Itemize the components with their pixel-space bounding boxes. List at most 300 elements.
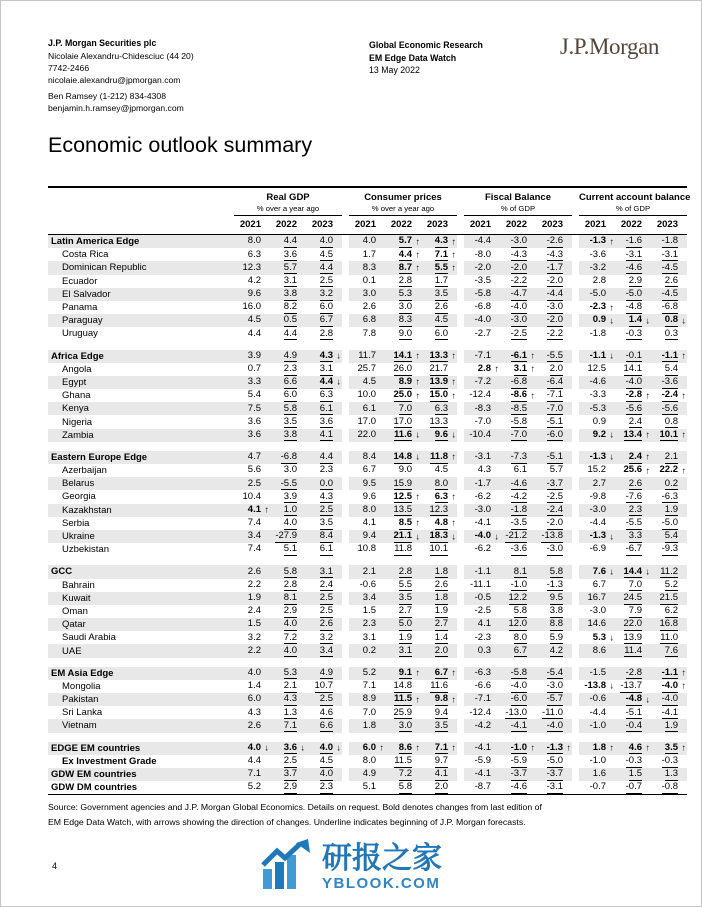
data-cell: 13.3 ↑: [429, 349, 456, 361]
data-cell: -7.0: [546, 402, 563, 414]
up-arrow-icon: ↑: [681, 742, 686, 753]
data-cell: 2.6: [247, 565, 261, 577]
data-cell: 7.2: [283, 631, 297, 643]
data-cell: -4.1: [474, 517, 491, 529]
down-arrow-icon: ↓: [609, 350, 614, 361]
data-cell: 7.0: [398, 402, 412, 414]
data-cell: -4.2: [510, 490, 527, 502]
data-cell: 5.4: [664, 530, 678, 542]
col-group-fiscal-balance: [464, 188, 572, 234]
footnote-line: EM Edge Data Watch, with arrows showing the direction of changes. Underline indicates beginning of J.P. Morgan forecasts.: [48, 817, 526, 827]
data-cell: -1.0: [589, 755, 606, 767]
data-cell: 9.2 ↓: [592, 428, 614, 440]
table-row: [48, 490, 687, 503]
economic-outlook-table: [48, 186, 691, 795]
data-cell: 0.7: [247, 363, 261, 375]
data-cell: 3.9: [283, 490, 297, 502]
data-cell: -3.0: [510, 314, 527, 326]
data-cell: 5.8: [549, 565, 563, 577]
data-cell: 7.1 ↑: [434, 741, 456, 753]
data-cell: -0.3: [625, 327, 642, 339]
data-cell: 8.6: [592, 644, 606, 656]
up-arrow-icon: ↑: [451, 694, 456, 705]
data-cell: 0.1: [362, 274, 376, 286]
data-cell: 4.3 ↓: [319, 349, 341, 361]
data-cell: 25.6 ↑: [623, 464, 650, 476]
table-header: [48, 186, 691, 235]
data-cell: 2.9: [283, 781, 297, 793]
data-cell: 5.7: [283, 261, 297, 273]
data-cell: 5.4: [247, 389, 261, 401]
data-cell: 6.7: [362, 464, 376, 476]
year-header: 2022: [505, 219, 527, 230]
data-cell: 1.9: [247, 592, 261, 604]
data-cell: -4.4: [589, 706, 606, 718]
group-subtitle: % of GDP: [579, 204, 687, 216]
data-cell: -7.1: [546, 389, 563, 401]
data-cell: 4.0: [319, 768, 333, 780]
data-cell: 4.1 ↑: [247, 503, 269, 515]
data-cell: 11.0: [660, 631, 678, 643]
table-row: [48, 719, 687, 732]
data-cell: -5.6: [661, 402, 678, 414]
data-cell: 7.1: [247, 768, 261, 780]
row-label: Oman: [62, 605, 88, 617]
data-cell: 8.0: [362, 503, 376, 515]
year-header: 2022: [275, 219, 297, 230]
data-cell: 2.2: [247, 578, 261, 590]
down-arrow-icon: ↓: [609, 531, 614, 542]
down-arrow-icon: ↓: [681, 315, 686, 326]
col-group-consumer-prices: [349, 188, 457, 234]
up-arrow-icon: ↑: [681, 390, 686, 401]
row-label: Dominican Republic: [62, 262, 147, 274]
data-cell: 6.3: [434, 402, 448, 414]
row-label: Uruguay: [62, 328, 98, 340]
data-cell: 7.8: [362, 327, 376, 339]
data-cell: 3.5: [434, 288, 448, 300]
data-cell: 11.2: [660, 565, 678, 577]
data-cell: 4.3 ↑: [434, 235, 456, 247]
data-cell: 1.4 ↓: [628, 314, 650, 326]
data-cell: -6.3: [661, 490, 678, 502]
data-cell: -8.7: [474, 781, 491, 793]
table-row: [48, 543, 687, 556]
group-subtitle: % over a year ago: [349, 204, 457, 216]
data-cell: 2.1: [664, 451, 678, 463]
data-cell: 4.4 ↑: [398, 248, 420, 260]
data-cell: -5.6: [625, 402, 642, 414]
data-cell: -3.6: [661, 376, 678, 388]
year-header: 2023: [656, 219, 678, 230]
data-cell: 6.7: [319, 314, 333, 326]
table-row: [48, 667, 687, 680]
data-cell: -3.1: [661, 248, 678, 260]
data-cell: 1.8: [434, 592, 448, 604]
data-cell: 9.0: [398, 464, 412, 476]
data-cell: -1.7: [474, 477, 491, 489]
data-cell: -2.2: [546, 327, 563, 339]
data-cell: 1.9: [398, 631, 412, 643]
data-cell: 15.9: [393, 477, 412, 489]
data-cell: 4.9: [283, 349, 297, 361]
data-cell: -1.3 ↑: [589, 235, 614, 247]
data-cell: 7.0: [362, 706, 376, 718]
data-cell: 24.5: [623, 592, 642, 604]
data-cell: -1.1 ↓: [589, 349, 614, 361]
year-header: 2021: [354, 219, 376, 230]
data-cell: 4.1: [477, 618, 491, 630]
data-cell: 7.6 ↓: [592, 565, 614, 577]
data-cell: 4.8 ↑: [434, 517, 456, 529]
data-cell: -2.8: [625, 666, 642, 678]
row-label: Kenya: [62, 403, 89, 415]
section-gap: [48, 341, 687, 350]
year-header: 2022: [390, 219, 412, 230]
data-cell: -3.1: [625, 248, 642, 260]
data-cell: -0.6: [359, 578, 376, 590]
col-group-real-gdp: [234, 188, 342, 234]
analyst-phone: 7742-2466: [48, 63, 90, 73]
up-arrow-icon: ↑: [609, 742, 614, 753]
data-cell: -27.9: [275, 530, 297, 542]
up-arrow-icon: ↑: [566, 742, 571, 753]
up-arrow-icon: ↑: [530, 742, 535, 753]
data-cell: -4.7: [510, 288, 527, 300]
data-cell: 4.5: [319, 248, 333, 260]
data-cell: -6.3: [474, 666, 491, 678]
down-arrow-icon: ↓: [609, 451, 614, 462]
row-label: GDW DM countries: [51, 782, 138, 794]
data-cell: -9.3: [661, 543, 678, 555]
data-cell: -0.7: [625, 781, 642, 793]
data-cell: 12.5: [587, 363, 606, 375]
data-cell: 9.5: [362, 477, 376, 489]
data-cell: 5.9: [549, 631, 563, 643]
data-cell: -2.5: [474, 605, 491, 617]
data-cell: 25.9: [393, 706, 412, 718]
group-title: Consumer prices: [364, 192, 442, 203]
col-group-current-account: [579, 188, 691, 234]
up-arrow-icon: ↑: [415, 249, 420, 260]
data-cell: 5.3 ↓: [592, 631, 614, 643]
page-title: Economic outlook summary: [48, 133, 313, 157]
data-cell: 4.4: [283, 327, 297, 339]
data-cell: 3.4: [319, 644, 333, 656]
table-row: [48, 389, 687, 402]
data-cell: 3.8: [549, 605, 563, 617]
data-cell: 25.0 ↑: [393, 389, 420, 401]
table-row: [48, 261, 687, 274]
data-cell: -6.8: [474, 301, 491, 313]
data-cell: 16.7: [587, 592, 606, 604]
data-cell: 14.1 ↑: [393, 349, 420, 361]
data-cell: -2.0: [474, 261, 491, 273]
data-cell: -4.2: [474, 719, 491, 731]
data-cell: 3.2: [319, 631, 333, 643]
data-cell: 11.4: [624, 644, 642, 656]
data-cell: 6.1: [362, 402, 376, 414]
data-cell: 6.8: [362, 314, 376, 326]
data-cell: 4.4: [319, 261, 333, 273]
data-cell: -6.2: [474, 490, 491, 502]
research-division: Global Economic Research: [369, 40, 483, 50]
data-cell: 8.8: [549, 618, 563, 630]
data-cell: 2.9: [628, 274, 642, 286]
table-row: [48, 631, 687, 644]
data-cell: -1.0: [510, 578, 527, 590]
data-cell: 4.0 ↓: [319, 741, 341, 753]
data-cell: 6.7 ↑: [434, 666, 456, 678]
up-arrow-icon: ↑: [681, 350, 686, 361]
data-cell: 1.5: [362, 605, 376, 617]
row-label: Costa Rica: [62, 249, 109, 261]
data-cell: 5.8: [283, 565, 297, 577]
data-cell: 4.9: [319, 666, 333, 678]
data-cell: 12.3: [429, 503, 448, 515]
data-cell: 3.3: [628, 530, 642, 542]
up-arrow-icon: ↑: [415, 517, 420, 528]
data-cell: 2.7: [434, 618, 448, 630]
data-cell: 4.0: [319, 235, 333, 247]
row-label: Belarus: [62, 478, 95, 490]
data-cell: 15.0 ↑: [429, 389, 456, 401]
data-cell: 5.6: [247, 464, 261, 476]
data-cell: 4.5: [434, 464, 448, 476]
data-cell: 3.1: [283, 274, 297, 286]
data-cell: -12.4: [469, 706, 491, 718]
data-cell: -3.7: [546, 477, 563, 489]
data-cell: 3.0: [398, 301, 412, 313]
data-cell: 16.8: [659, 618, 678, 630]
data-cell: 0.2: [664, 477, 678, 489]
data-cell: -2.8 ↑: [625, 389, 650, 401]
data-cell: 9.5: [549, 592, 563, 604]
data-cell: 1.9: [664, 719, 678, 731]
data-cell: 8.0: [362, 755, 376, 767]
data-cell: 14.8 ↓: [393, 451, 420, 463]
group-title: Real GDP: [266, 192, 310, 203]
data-cell: 11.7: [358, 349, 376, 361]
data-cell: 7.9: [628, 605, 642, 617]
data-cell: -5.0: [589, 288, 606, 300]
data-cell: -1.7: [546, 261, 563, 273]
data-cell: 1.3: [283, 706, 297, 718]
row-label: Africa Edge: [51, 350, 104, 362]
row-label: Zambia: [62, 429, 94, 441]
data-cell: -6.4: [546, 376, 563, 388]
data-cell: -7.3: [510, 451, 527, 463]
data-cell: 11.8: [394, 543, 412, 555]
data-cell: 1.8: [434, 565, 448, 577]
data-cell: 4.0 ↓: [247, 741, 269, 753]
data-cell: 0.3: [477, 644, 491, 656]
data-cell: 9.4: [362, 530, 376, 542]
table-row: [48, 755, 687, 768]
data-cell: 4.2: [549, 644, 563, 656]
data-cell: 26.0: [393, 363, 412, 375]
data-cell: -1.3: [546, 578, 563, 590]
data-cell: 8.1: [513, 565, 527, 577]
data-cell: -4.0: [546, 719, 563, 731]
data-cell: -21.2: [505, 530, 527, 542]
data-cell: -13.8: [541, 530, 563, 542]
data-cell: -5.9: [510, 755, 527, 767]
data-cell: 4.6: [319, 706, 333, 718]
row-label: Serbia: [62, 517, 90, 529]
data-cell: 0.5: [283, 314, 297, 326]
data-cell: 8.5 ↑: [398, 517, 420, 529]
data-cell: -5.8: [474, 288, 491, 300]
data-cell: 0.3: [664, 327, 678, 339]
data-cell: 1.5: [628, 768, 642, 780]
data-cell: -3.0: [546, 301, 563, 313]
data-cell: 2.4: [319, 578, 333, 590]
table-row: [48, 605, 687, 618]
data-cell: 10.1: [429, 543, 448, 555]
data-cell: 9.0: [398, 327, 412, 339]
up-arrow-icon: ↑: [451, 491, 456, 502]
data-cell: 2.7: [398, 605, 412, 617]
data-cell: 3.9: [247, 349, 261, 361]
data-cell: -12.4: [469, 389, 491, 401]
data-cell: 22.0: [357, 428, 376, 440]
data-cell: 2.3: [362, 618, 376, 630]
data-cell: -5.7: [546, 693, 563, 705]
data-cell: -4.5: [661, 261, 678, 273]
up-arrow-icon: ↑: [415, 236, 420, 247]
data-cell: -6.0: [510, 693, 527, 705]
data-cell: -2.4 ↑: [661, 389, 686, 401]
data-cell: 5.7 ↑: [398, 235, 420, 247]
data-cell: 2.5: [319, 274, 333, 286]
data-cell: 2.5: [319, 605, 333, 617]
data-cell: -5.0: [661, 517, 678, 529]
data-cell: 21.5: [659, 592, 678, 604]
data-cell: -0.8: [661, 781, 678, 793]
data-cell: 2.5: [319, 503, 333, 515]
data-cell: 3.8: [283, 428, 297, 440]
table-row: [48, 693, 687, 706]
data-cell: 1.3: [664, 768, 678, 780]
table-row: [48, 768, 687, 781]
data-cell: 10.7: [314, 680, 333, 692]
data-cell: -1.3 ↓: [589, 451, 614, 463]
data-cell: 5.3: [398, 288, 412, 300]
data-cell: 8.3: [398, 314, 412, 326]
data-cell: -5.1: [546, 451, 563, 463]
data-cell: -6.7: [625, 543, 642, 555]
data-cell: -7.1: [474, 349, 491, 361]
data-cell: 14.8: [393, 680, 412, 692]
data-cell: 3.3: [247, 376, 261, 388]
data-cell: 3.6 ↓: [283, 741, 305, 753]
data-cell: -3.0: [510, 235, 527, 247]
data-cell: 3.6: [283, 248, 297, 260]
data-cell: -4.8 ↓: [625, 693, 650, 705]
up-arrow-icon: ↑: [451, 742, 456, 753]
row-label: EDGE EM countries: [51, 742, 141, 754]
up-arrow-icon: ↑: [264, 504, 269, 515]
data-cell: 4.0: [283, 644, 297, 656]
down-arrow-icon: ↓: [609, 680, 614, 691]
data-cell: 6.3: [247, 248, 261, 260]
data-cell: 6.1: [319, 402, 333, 414]
data-cell: -4.0 ↑: [661, 680, 686, 692]
data-cell: 4.2: [247, 274, 261, 286]
data-cell: -5.5: [280, 477, 297, 489]
row-label: El Salvador: [62, 288, 111, 300]
data-cell: 8.0: [513, 631, 527, 643]
data-cell: 0.9 ↓: [592, 314, 614, 326]
data-cell: 0.9: [592, 415, 606, 427]
table-row: [48, 402, 687, 415]
data-cell: -13.7: [620, 680, 642, 692]
data-cell: 1.0: [283, 503, 297, 515]
data-cell: 7.0: [628, 578, 642, 590]
data-cell: 6.2: [664, 605, 678, 617]
row-label: Egypt: [62, 376, 87, 388]
analyst-email-link[interactable]: benjamin.h.ramsey@jpmorgan.com: [48, 103, 184, 113]
row-label: Kazakhstan: [62, 504, 112, 516]
data-cell: 8.9: [362, 693, 376, 705]
data-cell: 2.6: [319, 618, 333, 630]
year-header: 2021: [469, 219, 491, 230]
data-cell: 11.5 ↑: [394, 693, 420, 705]
data-cell: 2.5: [319, 592, 333, 604]
table-row: [48, 644, 687, 657]
up-arrow-icon: ↑: [415, 491, 420, 502]
data-cell: 3.4: [247, 530, 261, 542]
up-arrow-icon: ↑: [645, 742, 650, 753]
analyst-email-link[interactable]: nicolaie.alexandru@jpmorgan.com: [48, 75, 181, 85]
data-cell: -1.3 ↓: [589, 530, 614, 542]
data-cell: 2.8: [398, 565, 412, 577]
data-cell: 3.0: [398, 719, 412, 731]
table-row: [48, 477, 687, 490]
data-cell: 4.0: [247, 666, 261, 678]
data-cell: 8.9 ↑: [398, 376, 420, 388]
data-cell: -4.4: [546, 288, 563, 300]
data-cell: 21.1 ↓: [393, 530, 420, 542]
row-label: UAE: [62, 645, 82, 657]
data-cell: -4.6: [589, 376, 606, 388]
up-arrow-icon: ↑: [530, 390, 535, 401]
page-number: 4: [52, 861, 58, 871]
data-cell: 14.4 ↓: [623, 565, 650, 577]
row-label: EM Asia Edge: [51, 667, 114, 679]
table-row: [48, 504, 687, 517]
data-cell: 5.1: [283, 543, 297, 555]
data-cell: -8.0: [474, 248, 491, 260]
up-arrow-icon: ↑: [645, 390, 650, 401]
data-cell: -5.0: [625, 288, 642, 300]
bar-chart-arrow-icon: [260, 839, 312, 896]
data-cell: 3.5: [283, 415, 297, 427]
data-cell: 5.4: [664, 363, 678, 375]
data-cell: 4.0: [283, 517, 297, 529]
data-cell: -2.2: [510, 274, 527, 286]
year-header: 2021: [239, 219, 261, 230]
data-cell: 1.8 ↑: [592, 741, 614, 753]
year-header: 2023: [311, 219, 333, 230]
down-arrow-icon: ↓: [645, 315, 650, 326]
jpmorgan-logo: J.P.Morgan: [559, 34, 659, 59]
data-cell: -1.1 ↑: [661, 666, 686, 678]
data-cell: 3.1: [362, 631, 376, 643]
data-cell: 17.0: [393, 415, 412, 427]
data-cell: 4.4: [247, 327, 261, 339]
